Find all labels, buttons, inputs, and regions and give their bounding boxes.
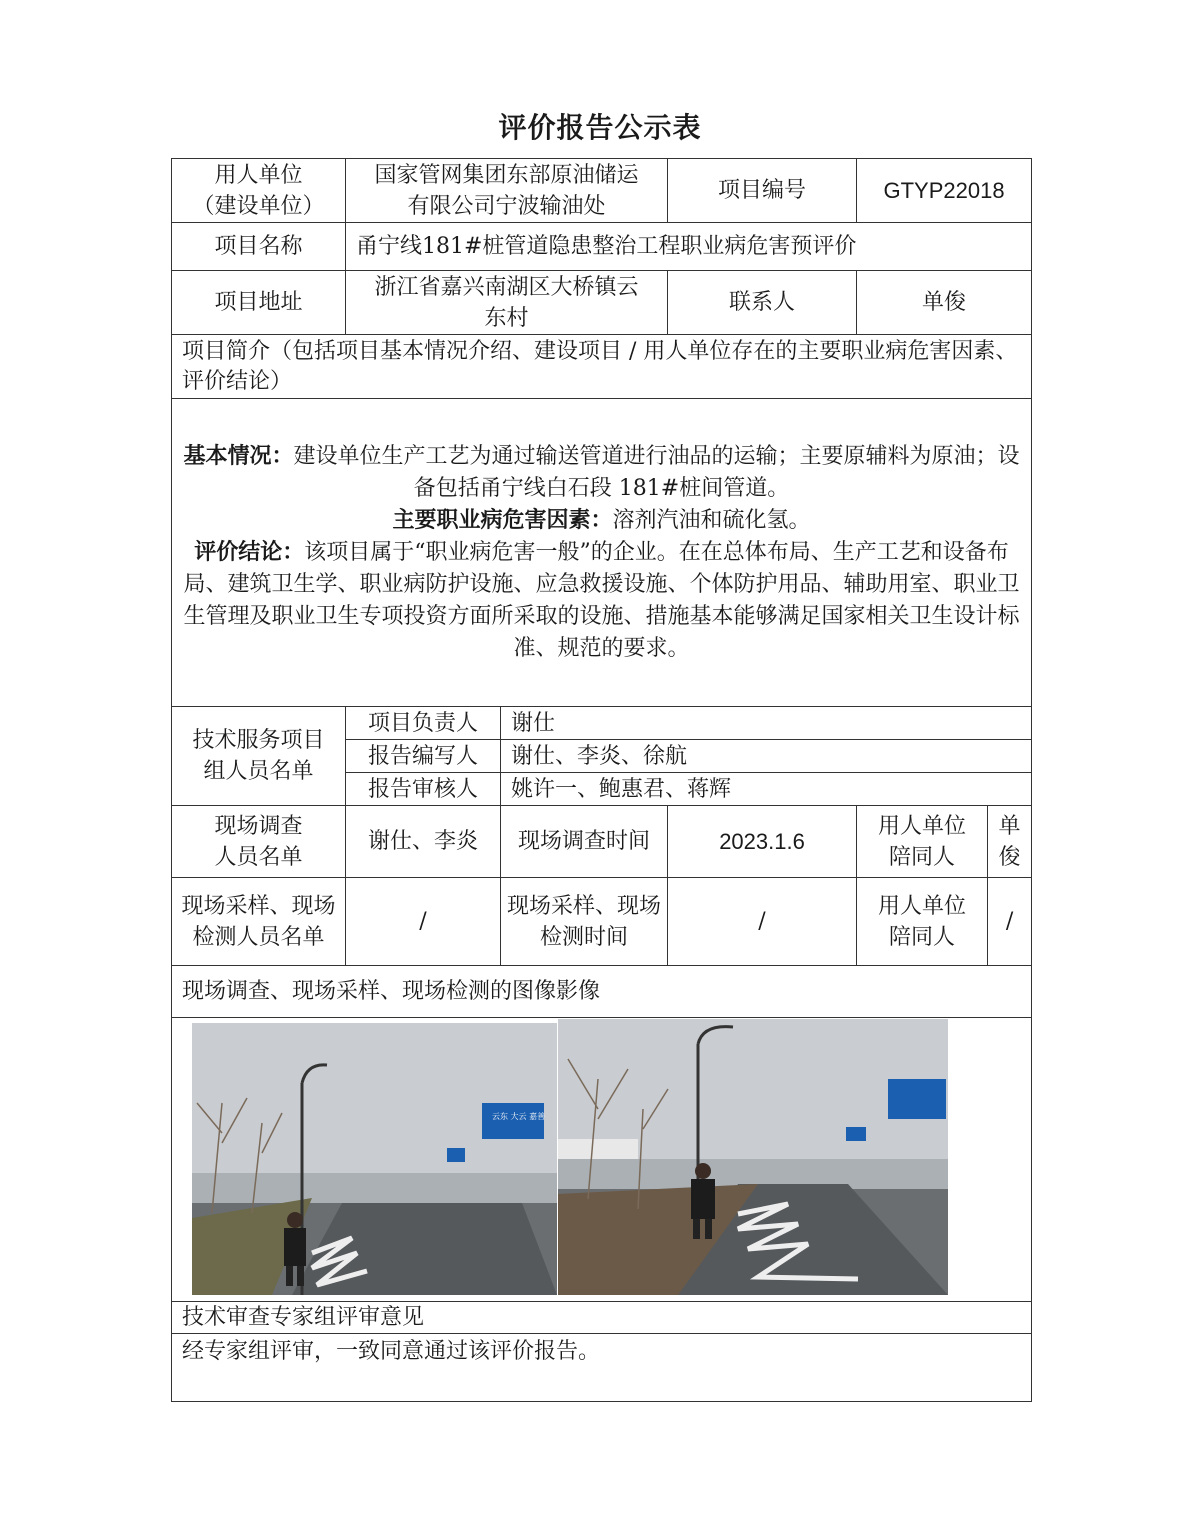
basic-info-text: 建设单位生产工艺为通过输送管道进行油品的运输；主要原辅料为原油；设备包括甬宁线白石段 181#桩间管道。 xyxy=(293,443,1020,501)
survey-names: 谢仕、李炎 xyxy=(346,806,501,878)
road-sign-text: 云东 大云 嘉善 xyxy=(492,1112,546,1121)
sampling-names: / xyxy=(346,878,501,966)
survey-time: 2023.1.6 xyxy=(668,806,857,878)
evaluation-conclusion xyxy=(182,537,1021,665)
basic-info xyxy=(182,441,1021,505)
images-heading: 现场调查、现场采样、现场检测的图像影像 xyxy=(172,966,1032,1018)
project-address-label: 项目地址 xyxy=(172,271,346,335)
report-table xyxy=(171,158,1032,1402)
project-name-value: 甬宁线181#桩管道隐患整治工程职业病危害预评价 xyxy=(346,223,1032,271)
contact-value: 单俊 xyxy=(857,271,1032,335)
contact-label: 联系人 xyxy=(668,271,857,335)
hazard-factors xyxy=(182,505,1021,537)
team-role-lead: 项目负责人 xyxy=(346,707,501,740)
photos-cell xyxy=(172,1018,1032,1302)
evaluation-conclusion-label: 评价结论： xyxy=(194,539,305,565)
evaluation-conclusion-text: 该项目属于“职业病危害一般”的企业。在在总体布局、生产工艺和设备布局、建筑卫生学、职业病防护设施、应急救援设施、个体防护用品、辅助用室、职业卫生管理及职业卫生专项投资方面所采取的设施、措施基本能够满足国家相关卫生设计标准、规范的要求。 xyxy=(183,539,1020,661)
summary-body xyxy=(172,399,1032,707)
project-no-value: GTYP22018 xyxy=(857,159,1032,223)
project-address-value: 浙江省嘉兴南湖区大桥镇云 东村 xyxy=(346,271,668,335)
summary-heading: 项目简介（包括项目基本情况介绍、建设项目 / 用人单位存在的主要职业病危害因素、评价结论） xyxy=(172,335,1032,399)
page-title: 评价报告公示表 xyxy=(498,111,702,144)
team-names-reviewer: 姚许一、鲍惠君、蒋辉 xyxy=(501,773,1032,806)
sampling-time-label: 现场采样、现场 检测时间 xyxy=(501,878,668,966)
sampling-escort: / xyxy=(988,878,1032,966)
review-heading: 技术审查专家组评审意见 xyxy=(172,1302,1032,1334)
sampling-label: 现场采样、现场 检测人员名单 xyxy=(172,878,346,966)
team-role-writer: 报告编写人 xyxy=(346,740,501,773)
hazard-factors-text: 溶剂汽油和硫化氢。 xyxy=(612,507,811,533)
project-no-label: 项目编号 xyxy=(668,159,857,223)
survey-escort: 单俊 xyxy=(988,806,1032,878)
employer-value: 国家管网集团东部原油储运 有限公司宁波输油处 xyxy=(346,159,668,223)
site-photo-1 xyxy=(192,1023,557,1295)
sampling-escort-label: 用人单位 陪同人 xyxy=(857,878,988,966)
team-names-lead: 谢仕 xyxy=(501,707,1032,740)
team-label: 技术服务项目 组人员名单 xyxy=(172,707,346,806)
hazard-factors-label: 主要职业病危害因素： xyxy=(392,507,613,533)
team-role-reviewer: 报告审核人 xyxy=(346,773,501,806)
survey-time-label: 现场调查时间 xyxy=(501,806,668,878)
project-name-label: 项目名称 xyxy=(172,223,346,271)
site-photo-2 xyxy=(558,1019,948,1295)
sampling-time: / xyxy=(668,878,857,966)
review-text: 经专家组评审，一致同意通过该评价报告。 xyxy=(172,1334,1032,1402)
employer-label: 用人单位 （建设单位） xyxy=(172,159,346,223)
team-names-writer: 谢仕、李炎、徐航 xyxy=(501,740,1032,773)
survey-label: 现场调查 人员名单 xyxy=(172,806,346,878)
basic-info-label: 基本情况： xyxy=(183,443,294,469)
survey-escort-label: 用人单位 陪同人 xyxy=(857,806,988,878)
